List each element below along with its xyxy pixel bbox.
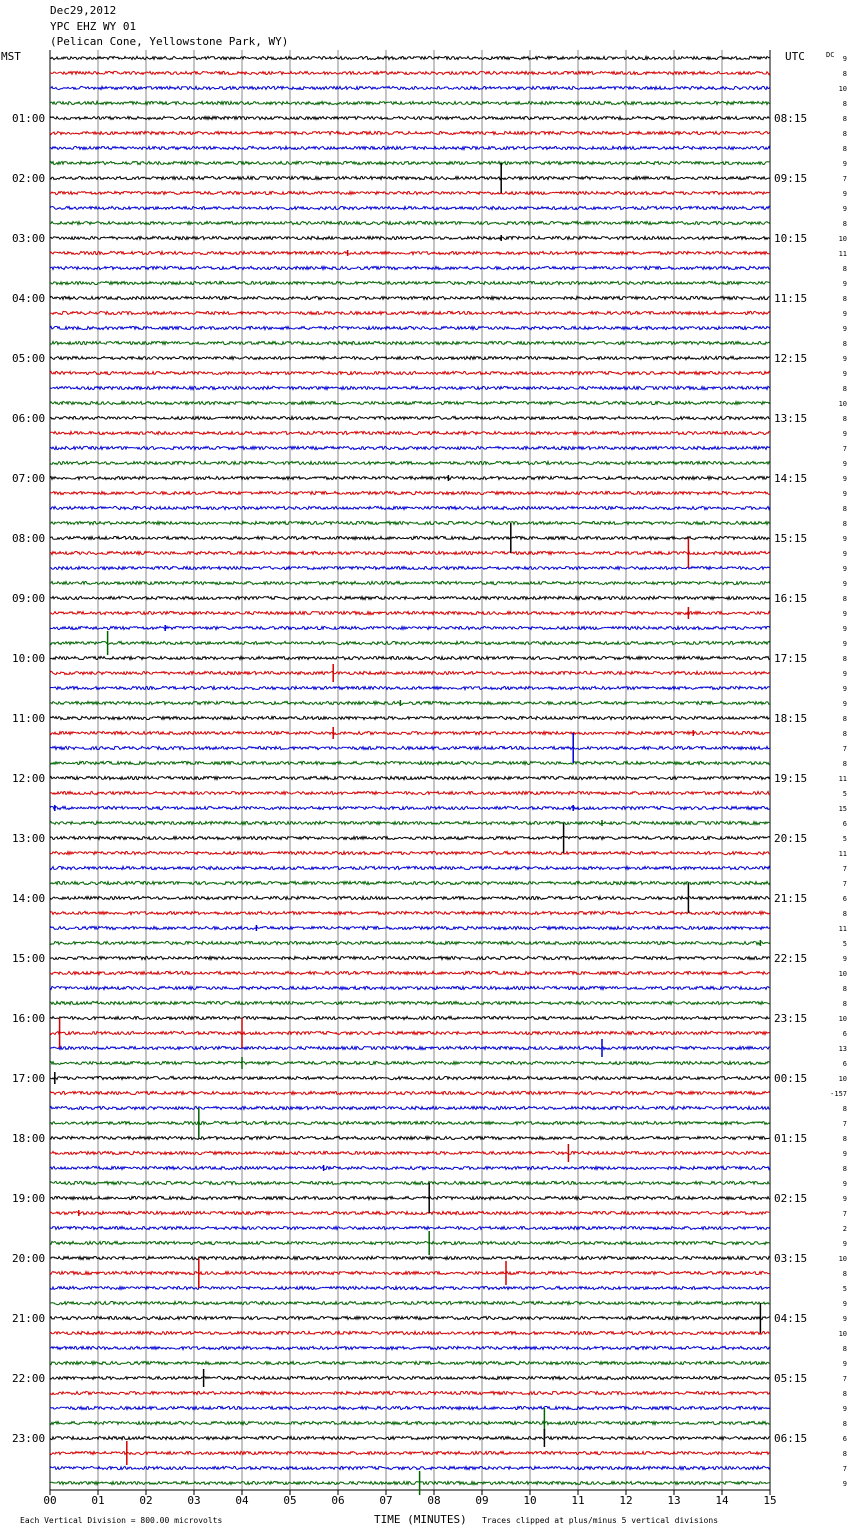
dc-offset-value: 8 bbox=[842, 715, 847, 723]
seismic-trace bbox=[50, 581, 770, 584]
mst-hour-label: 23:00 bbox=[12, 1432, 46, 1445]
utc-hour-label: 23:15 bbox=[774, 1012, 808, 1025]
plot-date: Dec29,2012 bbox=[50, 4, 117, 17]
dc-offset-value: 8 bbox=[842, 910, 847, 918]
dc-offset-value: 9 bbox=[842, 625, 847, 633]
x-tick-label: 07 bbox=[379, 1494, 393, 1507]
seismic-trace bbox=[50, 281, 770, 284]
seismic-trace bbox=[50, 956, 770, 959]
seismic-trace bbox=[50, 836, 770, 839]
seismic-trace bbox=[50, 911, 770, 914]
seismic-trace bbox=[50, 761, 770, 764]
dc-offset-value: 8 bbox=[842, 520, 847, 528]
mst-hour-label: 13:00 bbox=[12, 832, 46, 845]
seismic-trace bbox=[50, 101, 770, 104]
seismic-trace bbox=[50, 851, 770, 854]
utc-hour-label: 05:15 bbox=[774, 1372, 808, 1385]
dc-offset-value: 7 bbox=[842, 865, 847, 873]
utc-hour-label: 17:15 bbox=[774, 652, 808, 665]
utc-hour-label: 10:15 bbox=[774, 232, 808, 245]
dc-offset-value: 13 bbox=[838, 1045, 847, 1053]
dc-offset-value: 8 bbox=[842, 100, 847, 108]
dc-offset-value: 8 bbox=[842, 130, 847, 138]
dc-offset-value: 8 bbox=[842, 760, 847, 768]
x-axis-label: TIME (MINUTES) bbox=[374, 1513, 467, 1526]
seismic-trace bbox=[50, 71, 770, 74]
dc-offset-value: 15 bbox=[838, 805, 847, 813]
seismic-trace bbox=[50, 491, 770, 494]
seismic-trace bbox=[50, 821, 770, 824]
clip-note: Traces clipped at plus/minus 5 vertical divisions bbox=[482, 1516, 719, 1525]
seismic-trace bbox=[50, 461, 770, 464]
dc-offset-value: 9 bbox=[842, 550, 847, 558]
dc-offset-value: 10 bbox=[838, 970, 847, 978]
utc-hour-label: 06:15 bbox=[774, 1432, 808, 1445]
mst-hour-label: 07:00 bbox=[12, 472, 46, 485]
station-location: (Pelican Cone, Yellowstone Park, WY) bbox=[50, 35, 289, 48]
dc-offset-value: 10 bbox=[838, 400, 847, 408]
axis-labels bbox=[1, 50, 847, 1526]
dc-offset-value: 11 bbox=[838, 925, 847, 933]
dc-offset-value: -157 bbox=[830, 1090, 847, 1098]
x-tick-label: 05 bbox=[283, 1494, 297, 1507]
dc-offset-value: 6 bbox=[842, 1030, 847, 1038]
dc-offset-value: 8 bbox=[842, 415, 847, 423]
mst-hour-label: 16:00 bbox=[12, 1012, 46, 1025]
station-title: YPC EHZ WY 01 bbox=[50, 20, 137, 33]
seismic-trace bbox=[50, 371, 770, 374]
dc-offset-value: 8 bbox=[842, 1270, 847, 1278]
dc-offset-value: 5 bbox=[842, 790, 847, 798]
utc-hour-label: 21:15 bbox=[774, 892, 808, 905]
mst-hour-label: 09:00 bbox=[12, 592, 46, 605]
x-tick-label: 11 bbox=[571, 1494, 585, 1507]
dc-offset-value: 7 bbox=[842, 1210, 847, 1218]
dc-offset-value: 8 bbox=[842, 1135, 847, 1143]
utc-hour-label: 03:15 bbox=[774, 1252, 808, 1265]
dc-offset-value: 6 bbox=[842, 895, 847, 903]
dc-offset-value: 8 bbox=[842, 1105, 847, 1113]
seismic-trace bbox=[50, 1151, 770, 1154]
dc-offset-value: 9 bbox=[842, 355, 847, 363]
x-tick-label: 08 bbox=[427, 1494, 441, 1507]
seismic-trace bbox=[50, 896, 770, 899]
x-tick-label: 10 bbox=[523, 1494, 537, 1507]
seismic-trace bbox=[50, 1121, 770, 1124]
seismic-trace bbox=[50, 221, 770, 224]
dc-offset-value: 8 bbox=[842, 595, 847, 603]
dc-offset-value: 11 bbox=[838, 775, 847, 783]
seismic-trace bbox=[50, 161, 770, 164]
seismic-trace bbox=[50, 1286, 770, 1289]
mst-hour-label: 14:00 bbox=[12, 892, 46, 905]
plot-grid bbox=[50, 50, 770, 1495]
seismic-trace bbox=[50, 866, 770, 869]
dc-offset-value: 11 bbox=[838, 250, 847, 258]
dc-offset-value: 7 bbox=[842, 1465, 847, 1473]
utc-hour-label: 11:15 bbox=[774, 292, 808, 305]
utc-hour-label: 20:15 bbox=[774, 832, 808, 845]
seismic-trace bbox=[50, 131, 770, 134]
dc-offset-value: 6 bbox=[842, 1435, 847, 1443]
mst-hour-label: 12:00 bbox=[12, 772, 46, 785]
seismic-trace bbox=[50, 716, 770, 719]
seismic-trace bbox=[50, 701, 770, 704]
dc-offset-value: 9 bbox=[842, 55, 847, 63]
dc-offset-value: 8 bbox=[842, 985, 847, 993]
dc-offset-value: 9 bbox=[842, 460, 847, 468]
dc-offset-value: 9 bbox=[842, 1360, 847, 1368]
seismic-trace bbox=[50, 1136, 770, 1139]
utc-hour-label: 22:15 bbox=[774, 952, 808, 965]
dc-offset-value: 8 bbox=[842, 655, 847, 663]
seismic-trace bbox=[50, 191, 770, 194]
seismic-trace bbox=[50, 176, 770, 179]
utc-hour-label: 09:15 bbox=[774, 172, 808, 185]
mst-hour-label: 08:00 bbox=[12, 532, 46, 545]
dc-offset-value: 9 bbox=[842, 955, 847, 963]
seismic-trace bbox=[50, 521, 770, 524]
dc-offset-value: 9 bbox=[842, 1150, 847, 1158]
seismic-trace bbox=[50, 1211, 770, 1214]
dc-offset-value: 2 bbox=[842, 1225, 847, 1233]
dc-offset-value: 8 bbox=[842, 220, 847, 228]
seismic-trace bbox=[50, 401, 770, 404]
seismic-trace bbox=[50, 1091, 770, 1094]
x-tick-label: 03 bbox=[187, 1494, 201, 1507]
scale-note: Each Vertical Division = 800.00 microvolts bbox=[20, 1516, 223, 1525]
seismic-trace bbox=[50, 236, 770, 239]
dc-offset-value: 9 bbox=[842, 160, 847, 168]
dc-offset-value: 9 bbox=[842, 1405, 847, 1413]
dc-offset-value: 8 bbox=[842, 385, 847, 393]
seismic-trace bbox=[50, 536, 770, 539]
seismic-trace bbox=[50, 386, 770, 389]
mst-hour-label: 05:00 bbox=[12, 352, 46, 365]
seismic-trace bbox=[50, 641, 770, 644]
utc-hour-label: 13:15 bbox=[774, 412, 808, 425]
dc-offset-value: 8 bbox=[842, 1165, 847, 1173]
dc-offset-value: 7 bbox=[842, 445, 847, 453]
seismic-trace bbox=[50, 1016, 770, 1019]
seismic-trace bbox=[50, 1331, 770, 1334]
dc-offset-value: 9 bbox=[842, 565, 847, 573]
dc-offset-value: 9 bbox=[842, 670, 847, 678]
seismic-trace bbox=[50, 1001, 770, 1004]
mst-hour-label: 15:00 bbox=[12, 952, 46, 965]
seismic-trace bbox=[50, 1346, 770, 1349]
utc-hour-label: 02:15 bbox=[774, 1192, 808, 1205]
seismic-trace bbox=[50, 1256, 770, 1259]
seismic-trace bbox=[50, 296, 770, 299]
event-spikes bbox=[55, 163, 761, 1495]
utc-hour-label: 00:15 bbox=[774, 1072, 808, 1085]
seismic-trace bbox=[50, 881, 770, 884]
seismic-trace bbox=[50, 1166, 770, 1169]
left-axis-label: MST bbox=[1, 50, 21, 63]
dc-offset-value: 6 bbox=[842, 820, 847, 828]
dc-offset-value: 9 bbox=[842, 1480, 847, 1488]
dc-offset-value: 5 bbox=[842, 940, 847, 948]
seismic-trace bbox=[50, 656, 770, 659]
seismic-trace bbox=[50, 1076, 770, 1079]
seismic-trace bbox=[50, 1481, 770, 1484]
utc-hour-label: 19:15 bbox=[774, 772, 808, 785]
utc-hour-label: 12:15 bbox=[774, 352, 808, 365]
dc-offset-value: 6 bbox=[842, 1060, 847, 1068]
seismic-trace bbox=[50, 1466, 770, 1469]
dc-offset-value: 8 bbox=[842, 70, 847, 78]
seismic-trace bbox=[50, 1301, 770, 1304]
dc-offset-value: 8 bbox=[842, 730, 847, 738]
x-tick-label: 06 bbox=[331, 1494, 345, 1507]
dc-offset-value: 8 bbox=[842, 1390, 847, 1398]
seismic-trace bbox=[50, 416, 770, 419]
seismic-trace bbox=[50, 1106, 770, 1109]
dc-offset-value: 9 bbox=[842, 685, 847, 693]
dc-offset-value: 9 bbox=[842, 430, 847, 438]
dc-offset-value: 9 bbox=[842, 190, 847, 198]
mst-hour-label: 02:00 bbox=[12, 172, 46, 185]
x-tick-label: 01 bbox=[91, 1494, 105, 1507]
mst-hour-label: 06:00 bbox=[12, 412, 46, 425]
utc-hour-label: 18:15 bbox=[774, 712, 808, 725]
dc-offset-value: 10 bbox=[838, 235, 847, 243]
seismic-trace bbox=[50, 1316, 770, 1319]
seismic-trace bbox=[50, 1361, 770, 1364]
seismic-trace bbox=[50, 1376, 770, 1379]
dc-offset-value: 9 bbox=[842, 640, 847, 648]
dc-offset-value: 9 bbox=[842, 580, 847, 588]
dc-offset-value: 7 bbox=[842, 745, 847, 753]
mst-hour-label: 17:00 bbox=[12, 1072, 46, 1085]
dc-offset-value: 9 bbox=[842, 610, 847, 618]
dc-offset-value: 9 bbox=[842, 700, 847, 708]
seismic-trace bbox=[50, 1421, 770, 1424]
seismic-trace bbox=[50, 1241, 770, 1244]
dc-offset-value: 8 bbox=[842, 340, 847, 348]
x-tick-label: 14 bbox=[715, 1494, 729, 1507]
dc-offset-value: 7 bbox=[842, 880, 847, 888]
dc-offset-value: 8 bbox=[842, 145, 847, 153]
seismic-trace bbox=[50, 551, 770, 554]
seismic-trace bbox=[50, 806, 770, 809]
seismic-trace bbox=[50, 926, 770, 929]
seismic-trace bbox=[50, 506, 770, 509]
dc-label: DC bbox=[826, 51, 835, 59]
dc-offset-value: 8 bbox=[842, 1450, 847, 1458]
mst-hour-label: 04:00 bbox=[12, 292, 46, 305]
seismic-trace bbox=[50, 941, 770, 944]
seismic-trace bbox=[50, 1451, 770, 1454]
seismic-trace bbox=[50, 1031, 770, 1034]
seismic-trace bbox=[50, 776, 770, 779]
seismic-trace bbox=[50, 146, 770, 149]
dc-offset-value: 9 bbox=[842, 1300, 847, 1308]
dc-offset-value: 5 bbox=[842, 835, 847, 843]
seismic-trace bbox=[50, 1181, 770, 1184]
seismic-trace bbox=[50, 596, 770, 599]
dc-offset-value: 5 bbox=[842, 1285, 847, 1293]
seismic-trace bbox=[50, 671, 770, 674]
mst-hour-label: 18:00 bbox=[12, 1132, 46, 1145]
dc-offset-value: 9 bbox=[842, 535, 847, 543]
x-tick-label: 09 bbox=[475, 1494, 489, 1507]
dc-offset-value: 10 bbox=[838, 85, 847, 93]
dc-offset-value: 7 bbox=[842, 1120, 847, 1128]
seismic-trace bbox=[50, 1196, 770, 1199]
mst-hour-label: 20:00 bbox=[12, 1252, 46, 1265]
mst-hour-label: 10:00 bbox=[12, 652, 46, 665]
x-tick-label: 12 bbox=[619, 1494, 633, 1507]
dc-offset-value: 7 bbox=[842, 1375, 847, 1383]
dc-offset-value: 8 bbox=[842, 115, 847, 123]
seismic-trace bbox=[50, 326, 770, 329]
dc-offset-value: 8 bbox=[842, 1000, 847, 1008]
seismic-trace bbox=[50, 311, 770, 314]
seismic-trace bbox=[50, 476, 770, 479]
seismic-trace bbox=[50, 566, 770, 569]
x-tick-label: 04 bbox=[235, 1494, 249, 1507]
dc-offset-value: 10 bbox=[838, 1015, 847, 1023]
dc-offset-value: 9 bbox=[842, 1195, 847, 1203]
x-tick-label: 02 bbox=[139, 1494, 153, 1507]
seismic-trace bbox=[50, 746, 770, 749]
seismic-trace bbox=[50, 1226, 770, 1229]
seismic-trace bbox=[50, 266, 770, 269]
dc-offset-value: 9 bbox=[842, 490, 847, 498]
seismic-trace bbox=[50, 206, 770, 209]
seismic-trace bbox=[50, 611, 770, 614]
utc-hour-label: 14:15 bbox=[774, 472, 808, 485]
right-axis-label: UTC bbox=[785, 50, 805, 63]
utc-hour-label: 04:15 bbox=[774, 1312, 808, 1325]
seismic-trace bbox=[50, 971, 770, 974]
dc-offset-value: 11 bbox=[838, 850, 847, 858]
dc-offset-value: 7 bbox=[842, 175, 847, 183]
dc-offset-value: 8 bbox=[842, 295, 847, 303]
dc-offset-value: 9 bbox=[842, 475, 847, 483]
dc-offset-value: 10 bbox=[838, 1255, 847, 1263]
x-tick-label: 15 bbox=[763, 1494, 777, 1507]
seismic-trace bbox=[50, 56, 770, 59]
mst-hour-label: 11:00 bbox=[12, 712, 46, 725]
mst-hour-label: 22:00 bbox=[12, 1372, 46, 1385]
dc-offset-value: 8 bbox=[842, 505, 847, 513]
dc-offset-value: 9 bbox=[842, 310, 847, 318]
seismic-trace bbox=[50, 446, 770, 449]
seismic-trace bbox=[50, 791, 770, 794]
utc-hour-label: 15:15 bbox=[774, 532, 808, 545]
mst-hour-label: 01:00 bbox=[12, 112, 46, 125]
dc-offset-value: 10 bbox=[838, 1075, 847, 1083]
dc-offset-value: 9 bbox=[842, 370, 847, 378]
seismic-trace bbox=[50, 1436, 770, 1439]
seismic-trace bbox=[50, 731, 770, 734]
seismic-trace bbox=[50, 341, 770, 344]
utc-hour-label: 16:15 bbox=[774, 592, 808, 605]
dc-offset-value: 9 bbox=[842, 1240, 847, 1248]
seismic-trace bbox=[50, 1046, 770, 1049]
seismic-trace bbox=[50, 986, 770, 989]
seismic-traces bbox=[50, 56, 770, 1484]
seismic-trace bbox=[50, 1391, 770, 1394]
utc-hour-label: 08:15 bbox=[774, 112, 808, 125]
dc-offset-value: 9 bbox=[842, 280, 847, 288]
dc-offset-value: 9 bbox=[842, 1180, 847, 1188]
dc-offset-value: 10 bbox=[838, 1330, 847, 1338]
utc-hour-label: 01:15 bbox=[774, 1132, 808, 1145]
seismic-trace bbox=[50, 1061, 770, 1064]
dc-offset-value: 9 bbox=[842, 325, 847, 333]
seismic-trace bbox=[50, 686, 770, 689]
seismic-trace bbox=[50, 1406, 770, 1409]
seismic-trace bbox=[50, 86, 770, 89]
dc-offset-value: 8 bbox=[842, 265, 847, 273]
seismic-trace bbox=[50, 626, 770, 629]
mst-hour-label: 21:00 bbox=[12, 1312, 46, 1325]
seismic-trace bbox=[50, 356, 770, 359]
dc-offset-value: 8 bbox=[842, 1345, 847, 1353]
mst-hour-label: 03:00 bbox=[12, 232, 46, 245]
x-tick-label: 13 bbox=[667, 1494, 681, 1507]
dc-offset-value: 9 bbox=[842, 205, 847, 213]
seismic-trace bbox=[50, 1271, 770, 1274]
dc-offset-value: 9 bbox=[842, 1315, 847, 1323]
mst-hour-label: 19:00 bbox=[12, 1192, 46, 1205]
seismic-trace bbox=[50, 251, 770, 254]
x-tick-label: 00 bbox=[43, 1494, 57, 1507]
seismic-trace bbox=[50, 431, 770, 434]
dc-offset-value: 8 bbox=[842, 1420, 847, 1428]
seismic-trace bbox=[50, 116, 770, 119]
